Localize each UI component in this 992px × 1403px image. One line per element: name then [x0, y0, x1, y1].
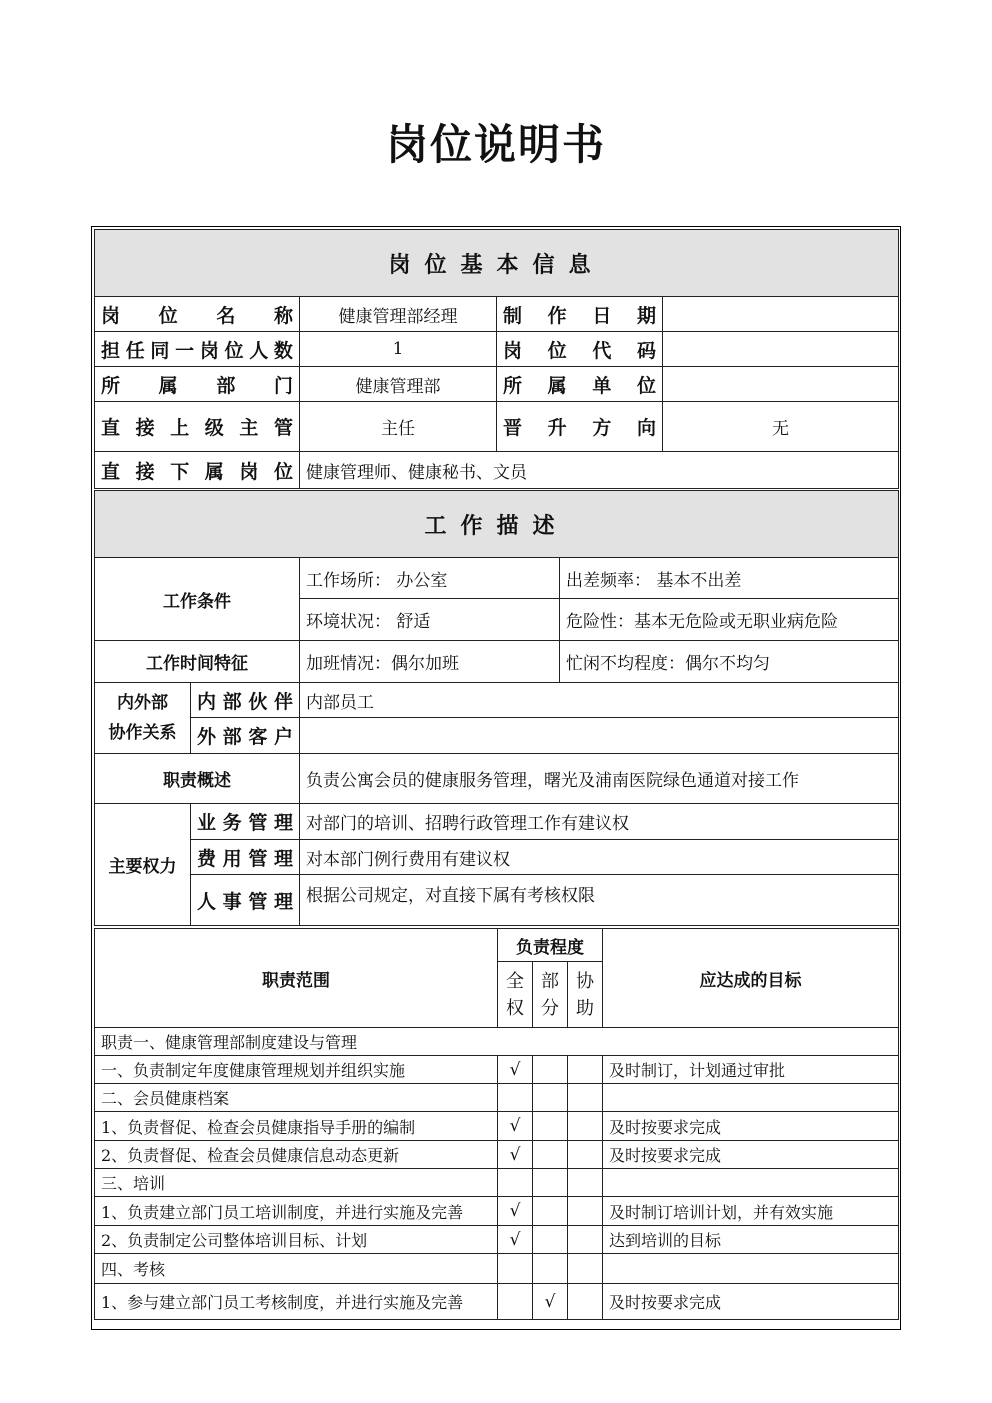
label-power-personnel [191, 875, 300, 926]
duty-section-title: 职责一、健康管理部制度建设与管理 [95, 1028, 899, 1056]
duty-target: 达到培训的目标 [603, 1226, 899, 1254]
duty-assist-mark [568, 1084, 603, 1112]
label-text: 担 任 同 一 岗 位 人 数 [101, 339, 293, 362]
table-row [95, 1254, 899, 1284]
duty-target [603, 1084, 899, 1112]
label-text: 晋 升 方 向 [503, 417, 656, 439]
label-summary: 职责概述 [95, 754, 300, 804]
table-row [95, 1284, 899, 1320]
duty-assist-mark [568, 1169, 603, 1197]
value-unit [663, 367, 899, 402]
label-text: 直 接 下 属 岗 位 [101, 460, 293, 483]
table-row [95, 1084, 899, 1112]
duty-full-mark: √ [498, 1112, 533, 1141]
value-position-name: 健康管理部经理 [300, 297, 497, 332]
basic-row [95, 297, 899, 332]
duty-text: 一、负责制定年度健康管理规划并组织实施 [95, 1056, 498, 1084]
duties-table [94, 928, 899, 1320]
label-work-time: 工作时间特征 [95, 641, 300, 683]
value-position-code [663, 332, 899, 367]
label-external [191, 718, 300, 754]
duty-assist-mark [568, 1197, 603, 1226]
value-workplace: 工作场所： 办公室 [300, 558, 560, 599]
label-promotion [497, 402, 663, 452]
duty-part-mark [533, 1197, 568, 1226]
label-text: 岗 位 代 码 [503, 339, 656, 362]
col-assist-char: 协 [576, 970, 594, 992]
duty-assist-mark [568, 1056, 603, 1084]
duty-part-mark [533, 1226, 568, 1254]
basic-row [95, 402, 899, 452]
table-row [95, 1169, 899, 1197]
value-risk: 危险性：基本无危险或无职业病危险 [560, 599, 899, 641]
col-partial [533, 962, 568, 1028]
page-title: 岗位说明书 [385, 120, 606, 169]
value-power-personnel: 根据公司规定，对直接下属有考核权限 [300, 875, 899, 926]
duty-assist-mark [568, 1226, 603, 1254]
label-text: 人 事 管 理 [197, 890, 293, 913]
label-made-date [497, 297, 663, 332]
duty-text: 2、负责制定公司整体培训目标、计划 [95, 1226, 498, 1254]
col-part-char: 部 [541, 970, 559, 992]
duty-target: 及时制订，计划通过审批 [603, 1056, 899, 1084]
label-text: 外 部 客 户 [197, 726, 293, 748]
value-power-business: 对部门的培训、招聘行政管理工作有建议权 [300, 804, 899, 840]
duty-target: 及时制订培训计划，并有效实施 [603, 1197, 899, 1226]
label-text: 业 务 管 理 [197, 812, 293, 834]
duty-text: 三、培训 [95, 1169, 498, 1197]
basic-info-table [94, 229, 899, 489]
label-position-code [497, 332, 663, 367]
col-assist [568, 962, 603, 1028]
duty-full-mark [498, 1169, 533, 1197]
value-summary: 负责公寓会员的健康服务管理，曙光及浦南医院绿色通道对接工作 [300, 754, 899, 804]
table-row [95, 1226, 899, 1254]
col-full-char: 权 [506, 997, 524, 1019]
duty-text: 1、负责督促、检查会员健康指导手册的编制 [95, 1112, 498, 1141]
duty-assist-mark [568, 1254, 603, 1284]
duty-full-mark [498, 1284, 533, 1320]
label-main-powers: 主要权力 [95, 804, 191, 926]
duty-text: 1、参与建立部门员工考核制度，并进行实施及完善 [95, 1284, 498, 1320]
label-text: 所 属 单 位 [503, 374, 656, 397]
duty-target [603, 1169, 899, 1197]
label-power-expense [191, 840, 300, 875]
label-cooperation-line2: 协作关系 [108, 723, 177, 743]
value-supervisor: 主任 [300, 402, 497, 452]
duty-target: 及时按要求完成 [603, 1284, 899, 1320]
basic-row [95, 332, 899, 367]
duty-part-mark [533, 1056, 568, 1084]
duty-part-mark [533, 1084, 568, 1112]
label-cooperation [95, 683, 191, 754]
duty-part-mark [533, 1169, 568, 1197]
value-department: 健康管理部 [300, 367, 497, 402]
duty-text: 四、考核 [95, 1254, 498, 1284]
duty-full-mark: √ [498, 1197, 533, 1226]
table-row [95, 1056, 899, 1084]
label-supervisor [95, 402, 300, 452]
duty-assist-mark [568, 1284, 603, 1320]
duty-assist-mark [568, 1141, 603, 1169]
label-text: 费 用 管 理 [197, 847, 293, 870]
duty-part-mark [533, 1112, 568, 1141]
label-cooperation-line1: 内外部 [117, 693, 168, 713]
duty-full-mark: √ [498, 1141, 533, 1169]
value-overtime: 加班情况：偶尔加班 [300, 641, 560, 683]
label-text: 岗 位 名 称 [101, 304, 293, 327]
label-target: 应达成的目标 [603, 929, 899, 1028]
basic-row [95, 367, 899, 402]
duty-text: 二、会员健康档案 [95, 1084, 498, 1112]
duty-target: 及时按要求完成 [603, 1112, 899, 1141]
value-promotion: 无 [663, 402, 899, 452]
value-subordinates: 健康管理师、健康秘书、文员 [300, 452, 899, 489]
duty-target: 及时按要求完成 [603, 1141, 899, 1169]
label-degree: 负责程度 [498, 929, 603, 962]
table-row [95, 1197, 899, 1226]
section-header-work: 工作描述 [95, 491, 899, 558]
duty-assist-mark [568, 1112, 603, 1141]
duty-target [603, 1254, 899, 1284]
value-made-date [663, 297, 899, 332]
duty-part-mark: √ [533, 1284, 568, 1320]
value-headcount: 1 [300, 332, 497, 367]
value-environment: 环境状况： 舒适 [300, 599, 560, 641]
section-header-basic: 岗位基本信息 [95, 230, 899, 297]
work-description-table [94, 490, 899, 926]
duty-full-mark [498, 1254, 533, 1284]
value-power-expense: 对本部门例行费用有建议权 [300, 840, 899, 875]
duty-full-mark [498, 1084, 533, 1112]
duty-full-mark: √ [498, 1056, 533, 1084]
label-internal [191, 683, 300, 718]
col-full-authority [498, 962, 533, 1028]
label-work-conditions: 工作条件 [95, 558, 300, 641]
duty-part-mark [533, 1141, 568, 1169]
label-text: 所 属 部 门 [101, 374, 293, 397]
label-unit [497, 367, 663, 402]
basic-row [95, 452, 899, 489]
col-assist-char: 助 [576, 997, 594, 1019]
col-part-char: 分 [541, 997, 559, 1019]
table-row [95, 1112, 899, 1141]
duty-full-mark: √ [498, 1226, 533, 1254]
col-full-char: 全 [506, 970, 524, 992]
label-text: 内 部 伙 伴 [197, 690, 293, 713]
label-department [95, 367, 300, 402]
label-scope: 职责范围 [95, 929, 498, 1028]
label-text: 制 作 日 期 [503, 304, 656, 327]
value-travel: 出差频率： 基本不出差 [560, 558, 899, 599]
label-text: 直 接 上 级 主 管 [101, 417, 293, 439]
table-row [95, 1028, 899, 1056]
value-internal: 内部员工 [300, 683, 899, 718]
duty-part-mark [533, 1254, 568, 1284]
table-row [95, 1141, 899, 1169]
duty-text: 2、负责督促、检查会员健康信息动态更新 [95, 1141, 498, 1169]
label-headcount [95, 332, 300, 367]
label-power-business [191, 804, 300, 840]
label-position-name [95, 297, 300, 332]
label-subordinates [95, 452, 300, 489]
value-busy: 忙闲不均程度：偶尔不均匀 [560, 641, 899, 683]
duty-text: 1、负责建立部门员工培训制度，并进行实施及完善 [95, 1197, 498, 1226]
value-external [300, 718, 899, 754]
